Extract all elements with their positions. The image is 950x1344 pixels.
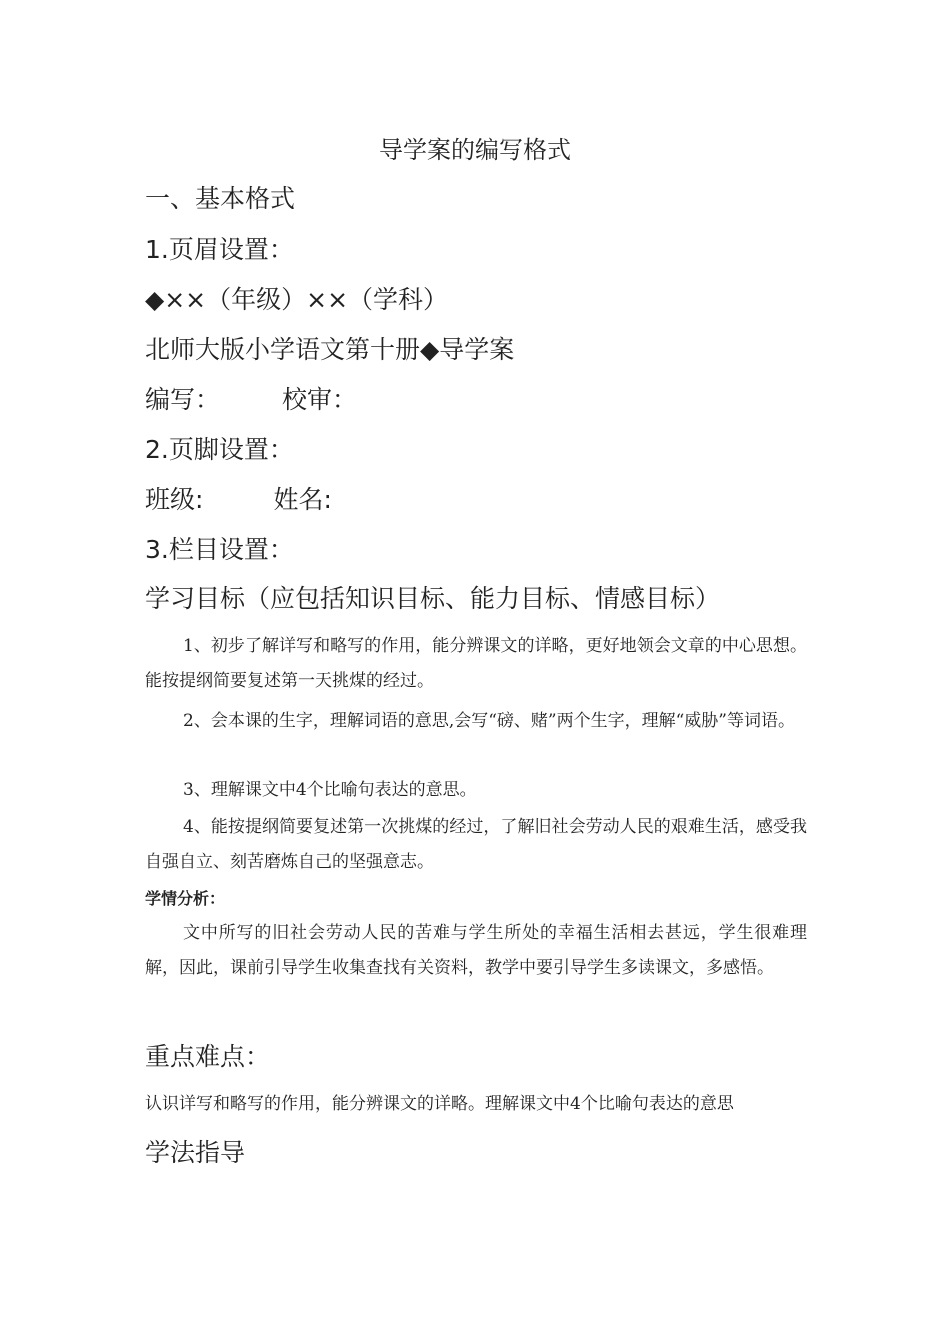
writer-label: 编写： xyxy=(145,385,221,414)
class-name-line xyxy=(145,483,332,517)
writer-reviewer-line xyxy=(145,383,357,417)
header-setup-heading: 1.页眉设置： xyxy=(145,235,294,264)
footer-setup-heading: 2.页脚设置： xyxy=(145,435,294,464)
objective-item: 4、能按提纲简要复述第一次挑煤的经过，了解旧社会劳动人民的艰难生活，感受我自强自立、刻苦磨炼自己的坚强意志。 xyxy=(145,817,807,872)
objective-item: 1、初步了解详写和略写的作用，能分辨课文的详略，更好地领会文章的中心思想。能按提纲简要复述第一天挑煤的经过。 xyxy=(145,636,807,691)
column-setup-heading: 3.栏目设置： xyxy=(145,535,294,564)
class-label: 班级: xyxy=(145,485,204,514)
objective-item: 2、会本课的生字，理解词语的意思,会写“磅、赌”两个生字，理解“威胁”等词语。 xyxy=(183,711,795,731)
key-points-heading: 重点难点： xyxy=(145,1042,271,1071)
header-line-edition: 北师大版小学语文第十册◆导学案 xyxy=(145,335,515,364)
name-label: 姓名: xyxy=(273,485,332,514)
key-points-text: 认识详写和略写的作用，能分辨课文的详略。理解课文中4个比喻句表达的意思 xyxy=(145,1094,734,1114)
objective-item: 3、理解课文中4个比喻句表达的意思。 xyxy=(183,780,477,800)
analysis-text: 文中所写的旧社会劳动人民的苦难与学生所处的幸福生活相去甚远，学生很难理解，因此，课前引导学生收集查找有关资料，教学中要引导学生多读课文，多感悟。 xyxy=(145,923,807,978)
objectives-heading: 学习目标（应包括知识目标、能力目标、情感目标） xyxy=(145,584,721,613)
document-title: 导学案的编写格式 xyxy=(379,136,571,164)
analysis-heading: 学情分析： xyxy=(145,889,226,908)
section-basic-format: 一、基本格式 xyxy=(145,184,296,213)
study-guidance-heading: 学法指导 xyxy=(145,1138,246,1167)
header-line-grade-subject: ◆××（年级）××（学科） xyxy=(145,285,449,314)
reviewer-label: 校审： xyxy=(282,385,358,414)
